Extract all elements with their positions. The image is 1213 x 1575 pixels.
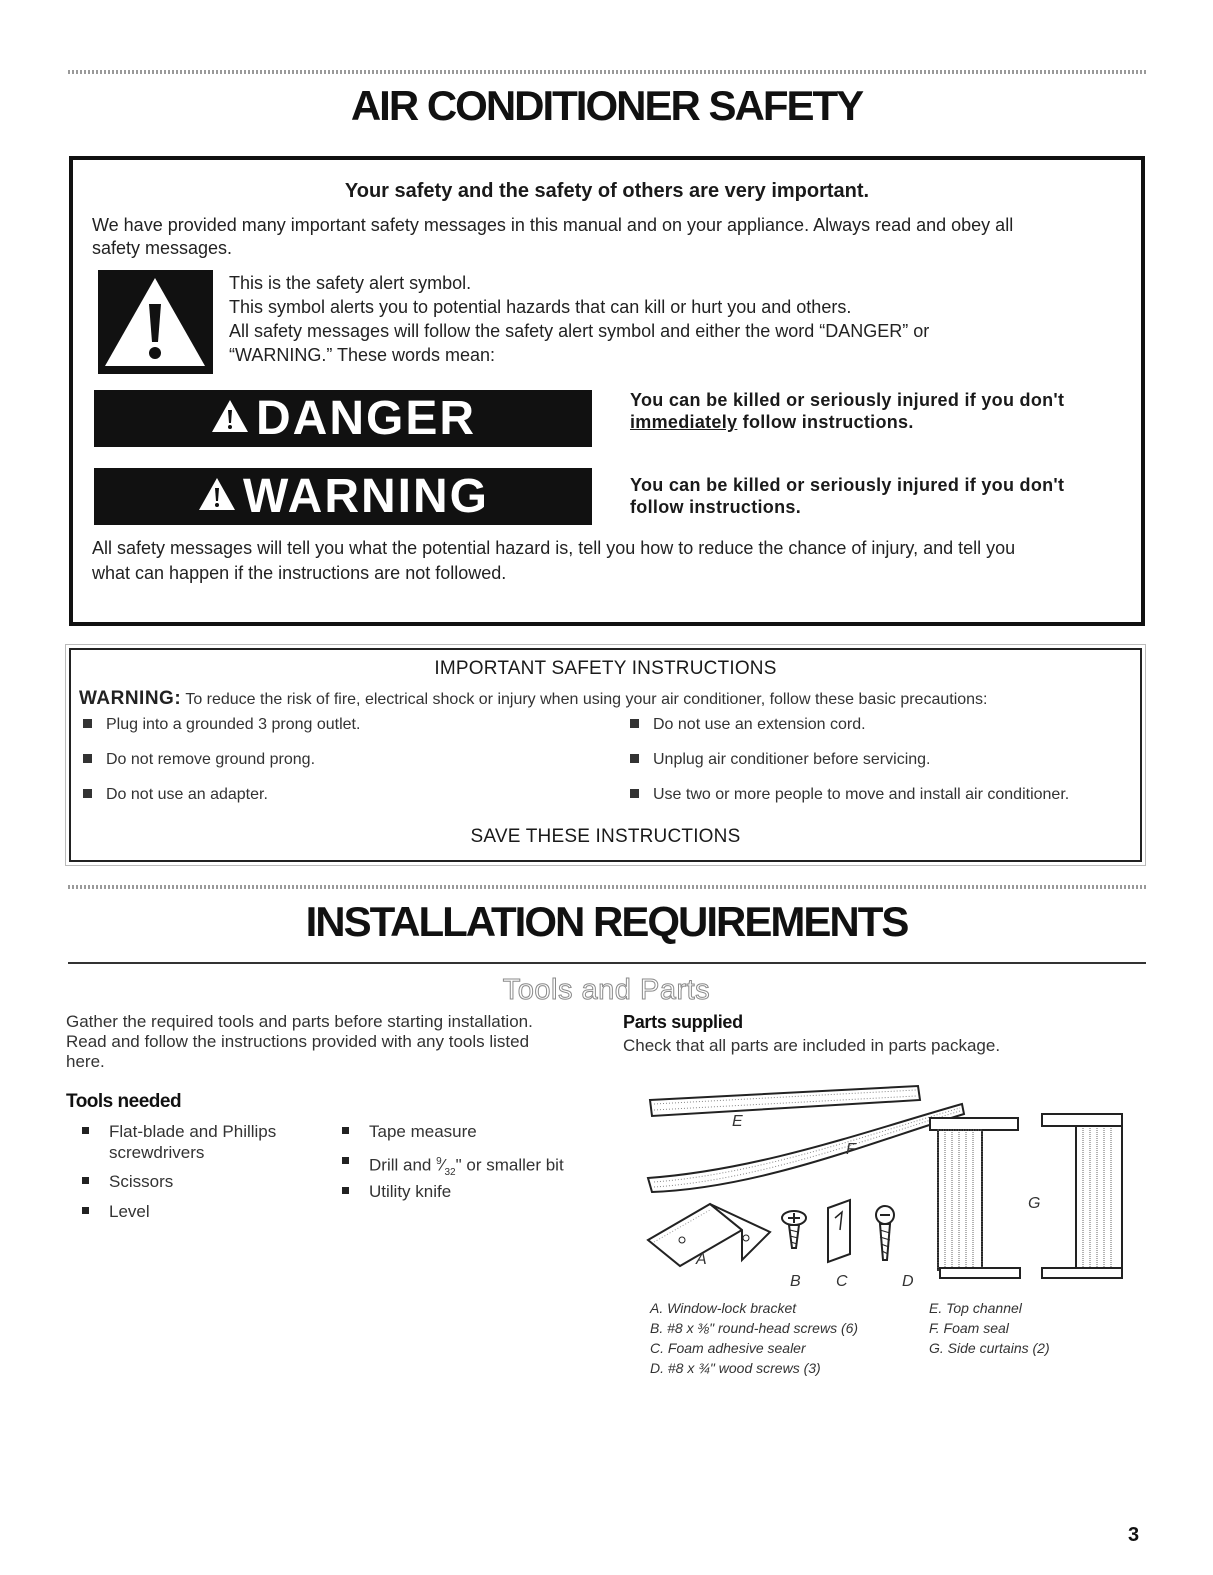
- subsection-title: Tools and Parts: [502, 974, 711, 1006]
- parts-subtext: Check that all parts are included in parts package.: [623, 1036, 1001, 1055]
- warning-def-line-2: follow instructions.: [630, 497, 801, 517]
- warning-definition: [630, 474, 1130, 518]
- danger-def-line-1: You can be killed or seriously injured if you don't: [630, 390, 1065, 410]
- parts-illustration: [640, 1070, 1130, 1295]
- tool-item: [109, 1201, 150, 1222]
- legend-item: A. Window-lock bracket: [650, 1300, 797, 1316]
- symbol-explanation: [229, 271, 1109, 367]
- symbol-line-3: All safety messages will follow the safety alert symbol and either the word “DANGER” or: [229, 321, 930, 341]
- danger-def-rest: follow instructions.: [737, 412, 914, 432]
- legend-item: C. Foam adhesive sealer: [650, 1340, 806, 1356]
- bullet-icon: [82, 1177, 89, 1184]
- precaution-item: [630, 786, 1069, 804]
- round-head-screw-drawing: [782, 1211, 806, 1248]
- safety-outro: [92, 536, 1137, 586]
- page-number: 3: [1128, 1524, 1140, 1546]
- side-curtain-right-drawing: [1042, 1114, 1122, 1278]
- precaution-text: Do not use an extension cord.: [653, 716, 866, 733]
- tool-text: Drill and: [369, 1155, 437, 1175]
- instructions-warning: [79, 688, 1139, 710]
- tool-item: [369, 1181, 451, 1202]
- foam-adhesive-sealer-drawing: [828, 1200, 850, 1262]
- window-lock-bracket-drawing: [648, 1204, 770, 1266]
- safety-box: [69, 156, 1145, 626]
- precaution-text: Do not use an adapter.: [106, 786, 268, 803]
- bullet-icon: [82, 1207, 89, 1214]
- tool-item: [109, 1121, 276, 1163]
- symbol-line-4: “WARNING.” These words mean:: [229, 345, 496, 365]
- safety-outro-line-1: All safety messages will tell you what the potential hazard is, tell you how to reduce the chance of injury, and tell you: [92, 538, 1016, 558]
- legend-item: D. #8 x ¾" wood screws (3): [650, 1360, 821, 1376]
- tools-intro: [66, 1012, 586, 1072]
- bullet-icon: [342, 1187, 349, 1194]
- tools-heading: Tools needed: [66, 1091, 182, 1112]
- tools-intro-line-2: Read and follow the instructions provided with any tools listed: [66, 1032, 530, 1051]
- warning-alert-icon: [197, 469, 237, 524]
- safety-heading: Your safety and the safety of others are very important.: [344, 180, 870, 202]
- warning-def-line-1: You can be killed or seriously injured if you don't: [630, 475, 1065, 495]
- safety-alert-symbol-icon: [98, 270, 213, 374]
- safety-intro: [92, 214, 1132, 260]
- wood-screw-drawing: [876, 1206, 894, 1260]
- safety-intro-line-1: We have provided many important safety messages in this manual and on your appliance. Always read and obey all: [92, 215, 1014, 235]
- part-label-d: D: [902, 1273, 914, 1290]
- bullet-icon: [82, 1127, 89, 1134]
- part-label-b: B: [790, 1273, 801, 1290]
- precaution-text: Plug into a grounded 3 prong outlet.: [106, 716, 361, 733]
- foam-seal-drawing: [648, 1104, 964, 1192]
- tools-intro-line-3: here.: [66, 1052, 105, 1071]
- tool-item: [369, 1121, 477, 1142]
- instructions-warning-text: To reduce the risk of fire, electrical shock or injury when using your air conditioner, follow these basic precautions:: [181, 691, 988, 708]
- precaution-text: Unplug air conditioner before servicing.: [653, 751, 931, 768]
- precaution-item: [630, 751, 930, 769]
- parts-legend-right: [929, 1298, 1129, 1358]
- safety-outro-line-2: what can happen if the instructions are not followed.: [92, 563, 507, 583]
- warning-signal-bar: [94, 468, 592, 525]
- instructions-title: IMPORTANT SAFETY INSTRUCTIONS: [434, 658, 777, 679]
- instructions-warning-word: WARNING:: [79, 688, 182, 709]
- tool-text-cont: screwdrivers: [109, 1143, 205, 1162]
- symbol-line-1: This is the safety alert symbol.: [229, 273, 472, 293]
- legend-item: F. Foam seal: [929, 1320, 1009, 1336]
- legend-item: E. Top channel: [929, 1300, 1022, 1316]
- section-rule: [68, 962, 1146, 964]
- legend-item: G. Side curtains (2): [929, 1340, 1050, 1356]
- part-label-g: G: [1028, 1195, 1041, 1212]
- parts-heading: Parts supplied: [623, 1012, 743, 1032]
- tool-item: [109, 1171, 173, 1192]
- tool-text-post: " or smaller bit: [455, 1155, 564, 1175]
- fraction-denominator: 32: [444, 1167, 456, 1179]
- danger-signal-bar: [94, 390, 592, 447]
- side-curtain-left-drawing: [930, 1118, 1020, 1278]
- danger-def-line-2: [630, 411, 1130, 433]
- top-dotted-rule: [68, 70, 1146, 74]
- safety-intro-line-2: safety messages.: [92, 238, 233, 258]
- precaution-item: [83, 716, 360, 734]
- danger-alert-icon: [210, 391, 250, 446]
- precaution-text: Use two or more people to move and install air conditioner.: [653, 786, 1070, 803]
- precaution-text: Do not remove ground prong.: [106, 751, 316, 768]
- tool-text: Level: [109, 1202, 150, 1221]
- danger-label: DANGER: [255, 392, 476, 445]
- legend-item: B. #8 x ⅜" round-head screws (6): [650, 1320, 859, 1336]
- save-instructions-footer: SAVE THESE INSTRUCTIONS: [470, 826, 741, 847]
- tool-text: Utility knife: [369, 1182, 452, 1201]
- middle-dotted-rule: [68, 885, 1146, 889]
- warning-label: WARNING: [243, 470, 489, 523]
- page-title: AIR CONDITIONER SAFETY: [350, 82, 863, 129]
- symbol-line-2: This symbol alerts you to potential hazards that can kill or hurt you and others.: [229, 297, 852, 317]
- tool-item: Drill and $^9⁄_{32}$" or smaller bit: [369, 1151, 564, 1183]
- bullet-icon: [342, 1157, 349, 1164]
- fraction-numerator: 9: [436, 1156, 442, 1167]
- part-label-f: F: [846, 1141, 856, 1158]
- tools-intro-line-1: Gather the required tools and parts before starting installation.: [66, 1012, 533, 1031]
- tool-text: Scissors: [109, 1172, 174, 1191]
- precaution-item: [83, 751, 315, 769]
- parts-legend-left: [650, 1298, 920, 1378]
- part-label-c: C: [836, 1273, 848, 1290]
- part-label-e: E: [732, 1113, 743, 1130]
- tool-text: Flat-blade and Phillips: [109, 1122, 277, 1141]
- top-channel-drawing: [650, 1086, 920, 1116]
- danger-definition: [630, 389, 1130, 433]
- tool-text: Tape measure: [369, 1122, 477, 1141]
- precaution-item: [630, 716, 866, 734]
- bullet-icon: [342, 1127, 349, 1134]
- part-label-a: A: [696, 1251, 707, 1268]
- important-instructions-box: [69, 648, 1142, 862]
- danger-def-underlined-word: immediately: [630, 412, 738, 432]
- precaution-item: [83, 786, 268, 804]
- section-title: INSTALLATION REQUIREMENTS: [305, 898, 908, 945]
